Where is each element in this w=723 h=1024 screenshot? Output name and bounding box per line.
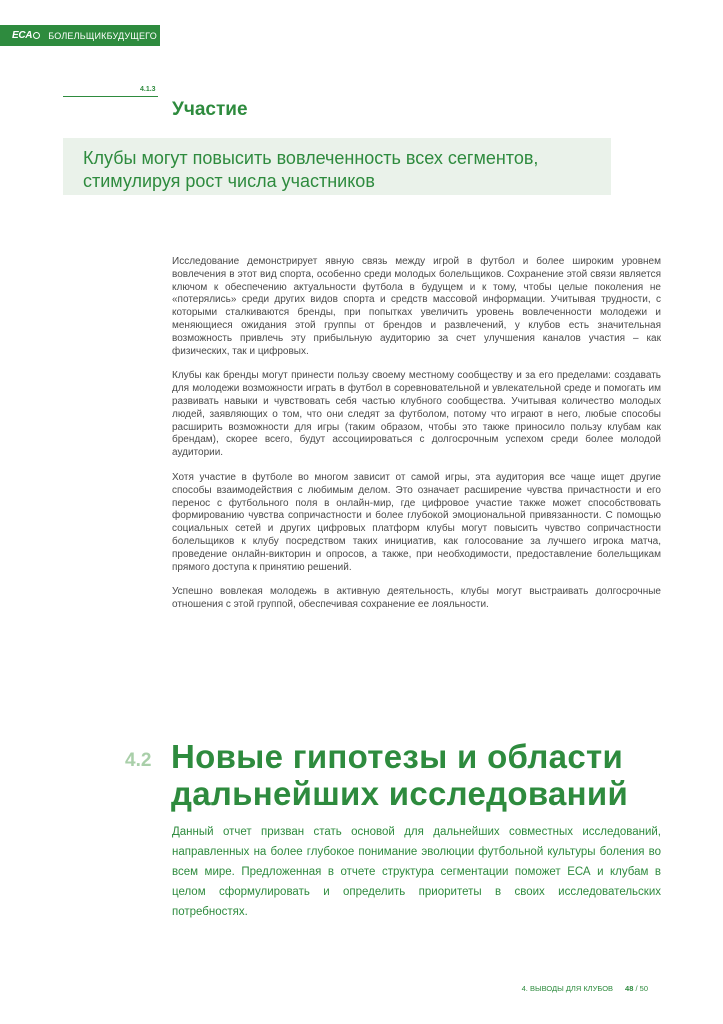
header-bar [0, 25, 160, 46]
body-text [172, 256, 661, 624]
paragraph: Хотя участие в футболе во многом зависит от самой игры, эта аудитория все чаще ищет другие способы взаимодействия с любимым делом. Это означает расширение чувства причастности и его перенос с футбольного поля в онлайн-мир, где цифровое участие также может способствовать формированию чувства сопричастности и более глубокой эмоциональной привязанности. С помощью социальных сетей и других цифровых платформ клубы могут повысить чувство сопричастности болельщиков к клубу посредством таких инициатив, как голосование за лучшего игрока матча, проведение онлайн-викторин и опросов, а также, при необходимости, предоставление болельщикам прямого доступа к принятию решений. [172, 471, 661, 573]
highlight-text: Клубы могут повысить вовлеченность всех сегментов, стимулируя рост числа участников [83, 148, 539, 191]
paragraph: Исследование демонстрирует явную связь между игрой в футбол и более широким уровнем вовлечения в этот вид спорта, особенно среди молодых болельщиков. Сохранение этой связи является ключом к обеспечению актуальности футбола в будущем и к тому, чтобы целые поколения не «потерялись» среди других видов спорта и средств массовой информации. Учитывая трудности, с которыми сталкиваются бренды, при попытках увеличить уровень вовлеченности молодежи и меняющиеся ожидания этой группы от брендов и развлечений, у клубов есть значительная возможность привлечь эту прибыльную аудиторию за счет улучшения каналов участия – как физических, так и цифровых. [172, 256, 661, 357]
section-divider [63, 96, 158, 97]
footer [522, 984, 648, 993]
section-number: 4.1.3 [140, 86, 156, 93]
section-title: Участие [172, 99, 248, 120]
eca-logo: ECA [12, 30, 40, 41]
page-number [625, 984, 648, 993]
chapter-title: Новые гипотезы и области дальнейших исследований [171, 738, 629, 812]
page-total: / 50 [635, 984, 648, 993]
page-current: 48 [625, 984, 634, 993]
highlight-box [63, 138, 611, 195]
paragraph: Клубы как бренды могут принести пользу своему местному сообществу и за его пределами: создавать для молодежи возможности играть в футбол в соревновательной и увлекательной среде и помогать им развивать навыки и чувствовать себя частью клубного сообщества. Учитывая количество молодых людей, заявляющих о том, что они следят за футболом, потому что играют в него, любые способы расширить возможности для игры (таким образом, чтобы это также приносило пользу клубам как брендам), скорее всего, будут ассоциироваться с долгосрочным успехом среди более молодой аудитории. [172, 370, 661, 459]
footer-section: 4. ВЫВОДЫ ДЛЯ КЛУБОВ [521, 984, 614, 993]
chapter-number: 4.2 [125, 750, 152, 771]
header-label: БОЛЕЛЬЩИКБУДУЩЕГО [48, 30, 157, 41]
paragraph: Успешно вовлекая молодежь в активную деятельность, клубы могут выстраивать долгосрочные отношения с этой группой, обеспечивая сохранение ее лояльности. [172, 586, 661, 611]
chapter-summary: Данный отчет призван стать основой для дальнейших совместных исследований, направленных на более глубокое понимание эволюции футбольной культуры боления во всем мире. Предложенная в отчете структура сегментации поможет ЕСА и клубам в целом сформулировать и определить приоритеты в своих исследовательских потребностях. [172, 826, 661, 918]
